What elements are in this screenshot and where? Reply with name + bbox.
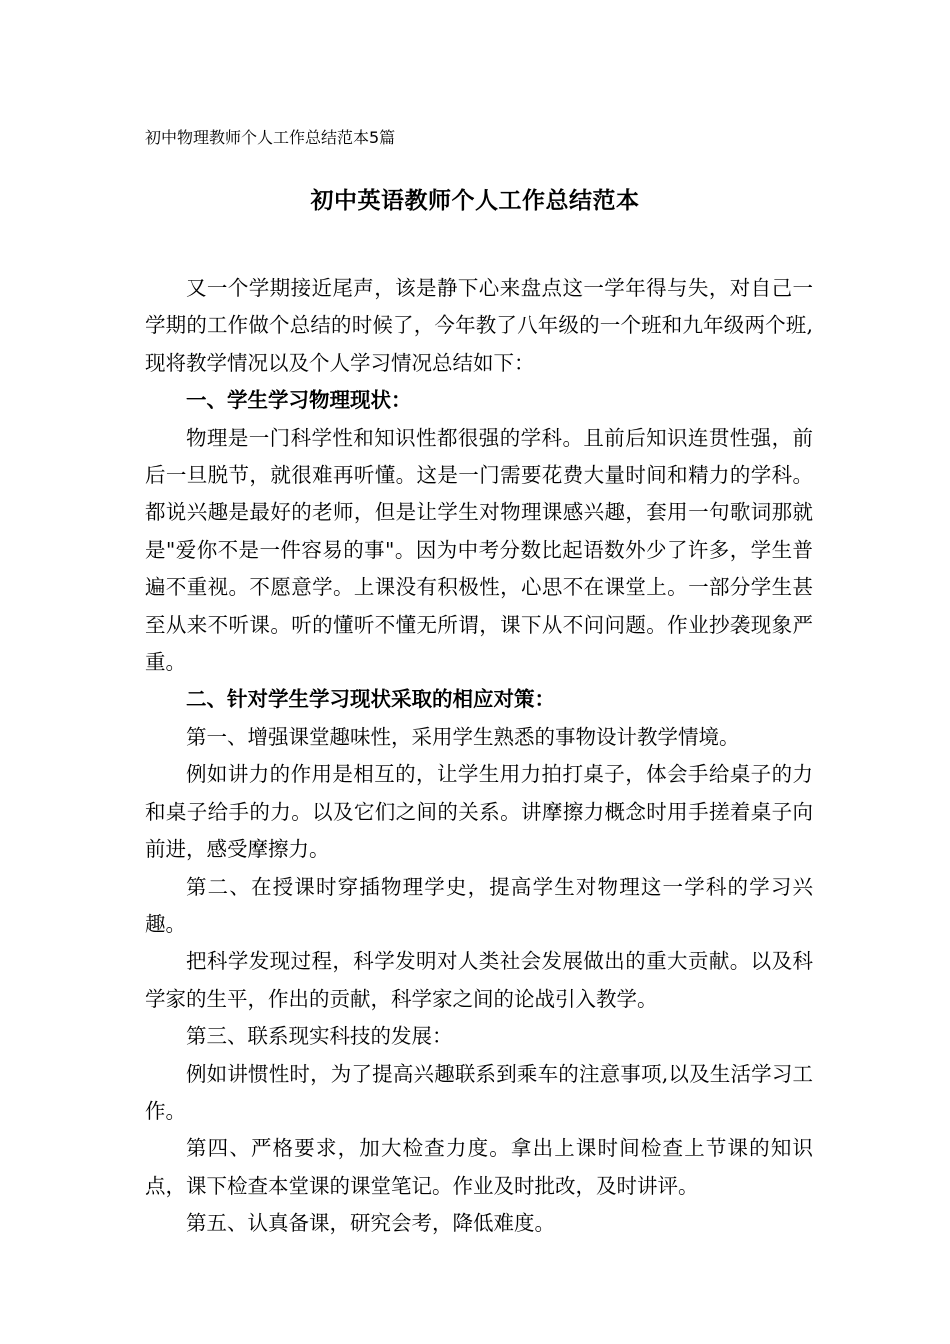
paragraph: 第一、增强课堂趣味性，采用学生熟悉的事物设计教学情境。: [186, 724, 740, 749]
paragraph: 例如讲力的作用是相互的，让学生用力拍打桌子，体会手给桌子的力和桌子给手的力。以及它们之间的关系。讲摩擦力概念时用手搓着桌子向前进，感受摩擦力。: [145, 762, 813, 862]
section-heading: 二、针对学生学习现状采取的相应对策：: [186, 687, 555, 712]
paragraph: 又一个学期接近尾声，该是静下心来盘点这一学年得与失，对自己一学期的工作做个总结的时候了，今年教了八年级的一个班和九年级两个班,现将教学情况以及个人学习情况总结如下：: [145, 276, 813, 375]
document-title: 初中英语教师个人工作总结范本: [310, 187, 640, 214]
paragraph: 把科学发现过程，科学发明对人类社会发展做出的重大贡献。以及科学家的生平，作出的贡献，科学家之间的论战引入教学。: [145, 949, 813, 1011]
paragraph: 例如讲惯性时，为了提高兴趣联系到乘车的注意事项,以及生活学习工作。: [145, 1061, 813, 1123]
section-heading: 一、学生学习物理现状：: [186, 388, 412, 413]
paragraph: 第二、在授课时穿插物理学史，提高学生对物理这一学科的学习兴趣。: [145, 874, 813, 936]
paragraph: 第五、认真备课，研究会考，降低难度。: [186, 1211, 555, 1236]
paragraph: 物理是一门科学性和知识性都很强的学科。且前后知识连贯性强，前后一旦脱节，就很难再听懂。这是一门需要花费大量时间和精力的学科。都说兴趣是最好的老师，但是让学生对物理课感兴趣，套用一句歌词那就是"爱你不是一件容易的事"。因为中考分数比起语数外少了许多，学生普遍不重视。不愿意学。上课没有积极性，心思不在课堂上。一部分学生甚至从来不听课。听的懂听不懂无所谓，课下从不问问题。作业抄袭现象严重。: [145, 425, 813, 675]
paragraph: 第三、联系现实科技的发展：: [186, 1024, 453, 1049]
document-header: 初中物理教师个人工作总结范本5篇: [145, 128, 396, 147]
paragraph: 第四、严格要求，加大检查力度。拿出上课时间检查上节课的知识点，课下检查本堂课的课堂笔记。作业及时批改，及时讲评。: [145, 1136, 813, 1198]
document-body: [145, 270, 813, 1243]
